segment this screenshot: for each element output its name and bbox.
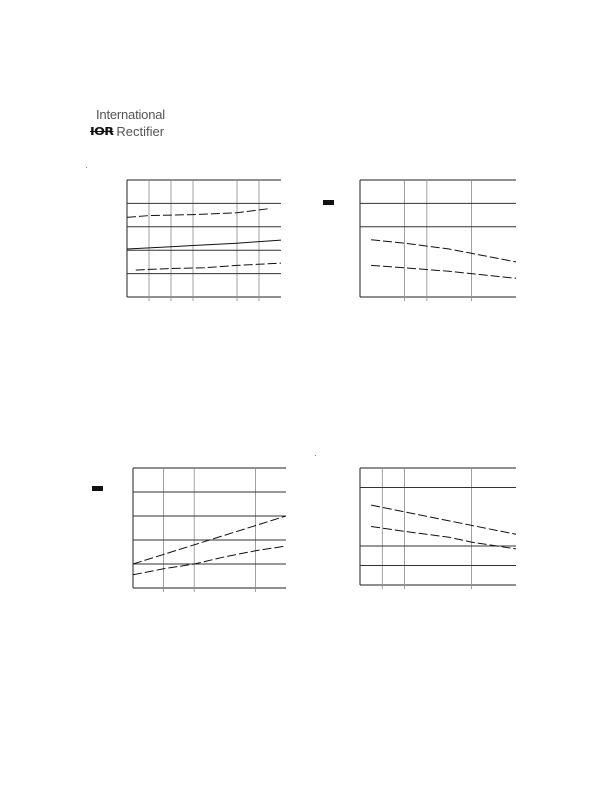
chart-series-line-2	[127, 240, 281, 249]
logo-text-line2: Rectifier	[116, 123, 165, 139]
chart-1	[127, 180, 281, 297]
logo-text-line1: International	[96, 107, 165, 122]
chart-plot-area	[360, 468, 516, 591]
chart-series-line-2	[133, 546, 286, 575]
chart-2	[360, 180, 516, 297]
chart-series-line-1	[127, 209, 270, 218]
chart-series-line-1	[371, 505, 516, 534]
logo-line2	[90, 123, 164, 139]
logo-ior-mark: IOR	[90, 124, 114, 138]
page-speck	[86, 167, 87, 168]
legend-marker-chart-3	[92, 486, 103, 491]
chart-plot-area	[360, 180, 516, 303]
chart-4	[360, 468, 516, 585]
chart-plot-area	[127, 180, 281, 303]
company-logo	[90, 107, 170, 141]
page-speck	[315, 455, 316, 456]
chart-series-line-2	[371, 265, 516, 278]
legend-marker-chart-2	[323, 200, 334, 205]
chart-series-line-1	[371, 240, 516, 262]
chart-3	[133, 468, 286, 588]
chart-plot-area	[133, 468, 286, 594]
